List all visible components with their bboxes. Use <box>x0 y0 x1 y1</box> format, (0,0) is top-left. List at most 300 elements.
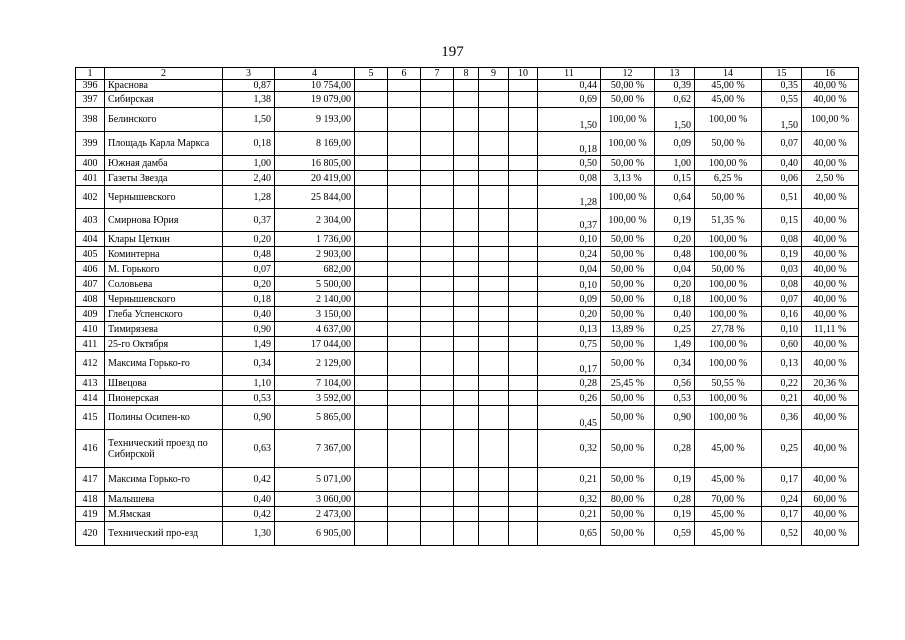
length-value: 0,42 <box>223 468 275 492</box>
street-name: Чернышевского <box>105 292 223 307</box>
empty-cell-col9 <box>479 262 509 277</box>
col15-value: 0,07 <box>762 132 802 156</box>
empty-cell-col7 <box>421 277 454 292</box>
row-number: 416 <box>76 430 105 468</box>
empty-cell-col7 <box>421 337 454 352</box>
empty-cell-col5 <box>355 352 388 376</box>
area-value: 10 754,00 <box>275 80 355 92</box>
table-row <box>76 186 859 209</box>
empty-cell-col6 <box>388 247 421 262</box>
area-value: 6 905,00 <box>275 522 355 546</box>
row-number: 407 <box>76 277 105 292</box>
area-value: 5 500,00 <box>275 277 355 292</box>
col11-value: 0,10 <box>538 277 601 292</box>
row-number: 406 <box>76 262 105 277</box>
empty-cell-col6 <box>388 171 421 186</box>
column-header-12: 12 <box>601 68 655 80</box>
empty-cell-col9 <box>479 156 509 171</box>
length-value: 0,87 <box>223 80 275 92</box>
col16-value: 40,00 % <box>802 352 859 376</box>
col11-value: 0,65 <box>538 522 601 546</box>
row-number: 417 <box>76 468 105 492</box>
street-name: Площадь Карла Маркса <box>105 132 223 156</box>
col11-value: 0,17 <box>538 352 601 376</box>
street-name: Южная дамба <box>105 156 223 171</box>
col11-value: 0,21 <box>538 507 601 522</box>
col15-value: 0,19 <box>762 247 802 262</box>
empty-cell-col9 <box>479 132 509 156</box>
col16-value: 40,00 % <box>802 430 859 468</box>
table-row <box>76 492 859 507</box>
empty-cell-col6 <box>388 352 421 376</box>
empty-cell-col5 <box>355 492 388 507</box>
col12-value: 50,00 % <box>601 430 655 468</box>
table-row <box>76 277 859 292</box>
empty-cell-col6 <box>388 376 421 391</box>
col14-value: 100,00 % <box>695 108 762 132</box>
street-name: М. Горького <box>105 262 223 277</box>
empty-cell-col8 <box>454 522 479 546</box>
empty-cell-col10 <box>509 108 538 132</box>
street-name: Чернышевского <box>105 186 223 209</box>
col14-value: 100,00 % <box>695 232 762 247</box>
area-value: 4 637,00 <box>275 322 355 337</box>
col14-value: 100,00 % <box>695 391 762 406</box>
empty-cell-col9 <box>479 186 509 209</box>
col13-value: 0,53 <box>655 391 695 406</box>
area-value: 8 169,00 <box>275 132 355 156</box>
col14-value: 45,00 % <box>695 80 762 92</box>
col14-value: 100,00 % <box>695 307 762 322</box>
street-name: 25-го Октября <box>105 337 223 352</box>
empty-cell-col9 <box>479 507 509 522</box>
col15-value: 0,52 <box>762 522 802 546</box>
empty-cell-col5 <box>355 406 388 430</box>
col13-value: 0,62 <box>655 92 695 108</box>
empty-cell-col5 <box>355 209 388 232</box>
col16-value: 40,00 % <box>802 80 859 92</box>
street-name: Максима Горько-го <box>105 468 223 492</box>
empty-cell-col8 <box>454 337 479 352</box>
empty-cell-col8 <box>454 292 479 307</box>
empty-cell-col9 <box>479 307 509 322</box>
table-row <box>76 337 859 352</box>
col16-value: 2,50 % <box>802 171 859 186</box>
col11-value: 0,24 <box>538 247 601 262</box>
col11-value: 1,28 <box>538 186 601 209</box>
empty-cell-col10 <box>509 391 538 406</box>
table-body <box>76 80 859 546</box>
empty-cell-col7 <box>421 232 454 247</box>
area-value: 17 044,00 <box>275 337 355 352</box>
empty-cell-col7 <box>421 156 454 171</box>
col14-value: 45,00 % <box>695 468 762 492</box>
empty-cell-col6 <box>388 186 421 209</box>
col14-value: 50,00 % <box>695 186 762 209</box>
empty-cell-col5 <box>355 468 388 492</box>
empty-cell-col6 <box>388 307 421 322</box>
col11-value: 0,32 <box>538 492 601 507</box>
col15-value: 0,36 <box>762 406 802 430</box>
col11-value: 0,08 <box>538 171 601 186</box>
col12-value: 50,00 % <box>601 391 655 406</box>
empty-cell-col10 <box>509 337 538 352</box>
col12-value: 50,00 % <box>601 232 655 247</box>
empty-cell-col6 <box>388 262 421 277</box>
empty-cell-col7 <box>421 507 454 522</box>
col12-value: 3,13 % <box>601 171 655 186</box>
area-value: 2 140,00 <box>275 292 355 307</box>
col15-value: 0,25 <box>762 430 802 468</box>
col12-value: 50,00 % <box>601 406 655 430</box>
empty-cell-col6 <box>388 391 421 406</box>
street-name: Технический проезд по Сибирской <box>105 430 223 468</box>
empty-cell-col9 <box>479 232 509 247</box>
col11-value: 0,18 <box>538 132 601 156</box>
table-row <box>76 307 859 322</box>
col13-value: 0,19 <box>655 507 695 522</box>
table-row <box>76 171 859 186</box>
area-value: 2 129,00 <box>275 352 355 376</box>
empty-cell-col10 <box>509 92 538 108</box>
column-header-2: 2 <box>105 68 223 80</box>
col13-value: 0,48 <box>655 247 695 262</box>
table-row <box>76 406 859 430</box>
row-number: 415 <box>76 406 105 430</box>
empty-cell-col10 <box>509 322 538 337</box>
empty-cell-col8 <box>454 171 479 186</box>
col12-value: 25,45 % <box>601 376 655 391</box>
col13-value: 0,09 <box>655 132 695 156</box>
row-number: 414 <box>76 391 105 406</box>
col15-value: 0,35 <box>762 80 802 92</box>
col13-value: 0,28 <box>655 492 695 507</box>
empty-cell-col8 <box>454 322 479 337</box>
row-number: 396 <box>76 80 105 92</box>
empty-cell-col10 <box>509 132 538 156</box>
length-value: 0,40 <box>223 307 275 322</box>
empty-cell-col6 <box>388 132 421 156</box>
length-value: 1,28 <box>223 186 275 209</box>
column-header-6: 6 <box>388 68 421 80</box>
empty-cell-col6 <box>388 80 421 92</box>
col14-value: 100,00 % <box>695 277 762 292</box>
column-header-14: 14 <box>695 68 762 80</box>
empty-cell-col5 <box>355 430 388 468</box>
col16-value: 40,00 % <box>802 406 859 430</box>
empty-cell-col7 <box>421 391 454 406</box>
column-header-5: 5 <box>355 68 388 80</box>
empty-cell-col9 <box>479 468 509 492</box>
col12-value: 50,00 % <box>601 277 655 292</box>
empty-cell-col9 <box>479 406 509 430</box>
page-number: 197 <box>441 44 464 60</box>
col11-value: 0,28 <box>538 376 601 391</box>
empty-cell-col8 <box>454 430 479 468</box>
col13-value: 0,64 <box>655 186 695 209</box>
col16-value: 40,00 % <box>802 92 859 108</box>
col16-value: 40,00 % <box>802 262 859 277</box>
empty-cell-col5 <box>355 80 388 92</box>
col12-value: 50,00 % <box>601 80 655 92</box>
area-value: 3 060,00 <box>275 492 355 507</box>
col13-value: 0,90 <box>655 406 695 430</box>
empty-cell-col9 <box>479 92 509 108</box>
empty-cell-col6 <box>388 468 421 492</box>
empty-cell-col5 <box>355 171 388 186</box>
street-name: Газеты Звезда <box>105 171 223 186</box>
col12-value: 50,00 % <box>601 507 655 522</box>
empty-cell-col9 <box>479 337 509 352</box>
col11-value: 0,09 <box>538 292 601 307</box>
col14-value: 45,00 % <box>695 430 762 468</box>
street-name: М.Ямская <box>105 507 223 522</box>
col16-value: 40,00 % <box>802 507 859 522</box>
empty-cell-col10 <box>509 247 538 262</box>
empty-cell-col10 <box>509 522 538 546</box>
col16-value: 40,00 % <box>802 132 859 156</box>
col13-value: 0,20 <box>655 277 695 292</box>
empty-cell-col6 <box>388 277 421 292</box>
empty-cell-col7 <box>421 322 454 337</box>
empty-cell-col10 <box>509 171 538 186</box>
col16-value: 60,00 % <box>802 492 859 507</box>
col15-value: 0,06 <box>762 171 802 186</box>
col12-value: 100,00 % <box>601 132 655 156</box>
empty-cell-col9 <box>479 277 509 292</box>
empty-cell-col8 <box>454 262 479 277</box>
length-value: 0,90 <box>223 322 275 337</box>
empty-cell-col6 <box>388 292 421 307</box>
column-header-4: 4 <box>275 68 355 80</box>
col11-value: 1,50 <box>538 108 601 132</box>
col13-value: 0,20 <box>655 232 695 247</box>
col13-value: 1,50 <box>655 108 695 132</box>
length-value: 0,07 <box>223 262 275 277</box>
area-value: 16 805,00 <box>275 156 355 171</box>
empty-cell-col6 <box>388 209 421 232</box>
col15-value: 0,55 <box>762 92 802 108</box>
street-name: Тимирязева <box>105 322 223 337</box>
empty-cell-col8 <box>454 391 479 406</box>
empty-cell-col8 <box>454 376 479 391</box>
length-value: 0,53 <box>223 391 275 406</box>
length-value: 0,40 <box>223 492 275 507</box>
col13-value: 0,19 <box>655 209 695 232</box>
col15-value: 0,07 <box>762 292 802 307</box>
empty-cell-col8 <box>454 132 479 156</box>
length-value: 0,34 <box>223 352 275 376</box>
area-value: 2 473,00 <box>275 507 355 522</box>
column-header-9: 9 <box>479 68 509 80</box>
length-value: 1,00 <box>223 156 275 171</box>
empty-cell-col5 <box>355 337 388 352</box>
empty-cell-col6 <box>388 156 421 171</box>
col16-value: 40,00 % <box>802 247 859 262</box>
empty-cell-col7 <box>421 352 454 376</box>
col12-value: 100,00 % <box>601 186 655 209</box>
empty-cell-col5 <box>355 391 388 406</box>
empty-cell-col9 <box>479 80 509 92</box>
col16-value: 40,00 % <box>802 186 859 209</box>
street-name: Пионерская <box>105 391 223 406</box>
empty-cell-col6 <box>388 522 421 546</box>
area-value: 2 903,00 <box>275 247 355 262</box>
empty-cell-col10 <box>509 209 538 232</box>
empty-cell-col10 <box>509 507 538 522</box>
column-header-7: 7 <box>421 68 454 80</box>
col15-value: 0,60 <box>762 337 802 352</box>
col13-value: 0,34 <box>655 352 695 376</box>
column-header-10: 10 <box>509 68 538 80</box>
col14-value: 51,35 % <box>695 209 762 232</box>
column-header-1: 1 <box>76 68 105 80</box>
col16-value: 11,11 % <box>802 322 859 337</box>
col12-value: 80,00 % <box>601 492 655 507</box>
col13-value: 1,00 <box>655 156 695 171</box>
col12-value: 100,00 % <box>601 108 655 132</box>
empty-cell-col9 <box>479 522 509 546</box>
table-row <box>76 292 859 307</box>
empty-cell-col5 <box>355 232 388 247</box>
area-value: 9 193,00 <box>275 108 355 132</box>
col13-value: 0,39 <box>655 80 695 92</box>
row-number: 397 <box>76 92 105 108</box>
col14-value: 70,00 % <box>695 492 762 507</box>
row-number: 419 <box>76 507 105 522</box>
street-name: Соловьева <box>105 277 223 292</box>
col13-value: 1,49 <box>655 337 695 352</box>
table-row <box>76 322 859 337</box>
empty-cell-col7 <box>421 307 454 322</box>
empty-cell-col8 <box>454 92 479 108</box>
col15-value: 0,10 <box>762 322 802 337</box>
length-value: 0,63 <box>223 430 275 468</box>
empty-cell-col5 <box>355 322 388 337</box>
table-row <box>76 391 859 406</box>
col14-value: 100,00 % <box>695 352 762 376</box>
col16-value: 40,00 % <box>802 391 859 406</box>
length-value: 0,18 <box>223 292 275 307</box>
street-name: Глеба Успенского <box>105 307 223 322</box>
empty-cell-col9 <box>479 391 509 406</box>
col15-value: 1,50 <box>762 108 802 132</box>
length-value: 1,49 <box>223 337 275 352</box>
empty-cell-col7 <box>421 376 454 391</box>
empty-cell-col10 <box>509 186 538 209</box>
row-number: 409 <box>76 307 105 322</box>
row-number: 400 <box>76 156 105 171</box>
col11-value: 0,50 <box>538 156 601 171</box>
row-number: 398 <box>76 108 105 132</box>
area-value: 2 304,00 <box>275 209 355 232</box>
empty-cell-col5 <box>355 156 388 171</box>
empty-cell-col9 <box>479 171 509 186</box>
empty-cell-col5 <box>355 522 388 546</box>
col14-value: 50,00 % <box>695 132 762 156</box>
col11-value: 0,21 <box>538 468 601 492</box>
area-value: 25 844,00 <box>275 186 355 209</box>
empty-cell-col10 <box>509 262 538 277</box>
table-row <box>76 232 859 247</box>
col12-value: 50,00 % <box>601 156 655 171</box>
col14-value: 27,78 % <box>695 322 762 337</box>
empty-cell-col10 <box>509 277 538 292</box>
col14-value: 45,00 % <box>695 522 762 546</box>
col14-value: 100,00 % <box>695 292 762 307</box>
area-value: 3 592,00 <box>275 391 355 406</box>
empty-cell-col8 <box>454 507 479 522</box>
col16-value: 100,00 % <box>802 108 859 132</box>
empty-cell-col9 <box>479 322 509 337</box>
table-row <box>76 468 859 492</box>
table-row <box>76 132 859 156</box>
col13-value: 0,15 <box>655 171 695 186</box>
col15-value: 0,03 <box>762 262 802 277</box>
length-value: 0,18 <box>223 132 275 156</box>
col14-value: 100,00 % <box>695 247 762 262</box>
col13-value: 0,28 <box>655 430 695 468</box>
column-header-3: 3 <box>223 68 275 80</box>
empty-cell-col8 <box>454 352 479 376</box>
table-row <box>76 92 859 108</box>
empty-cell-col5 <box>355 92 388 108</box>
empty-cell-col7 <box>421 209 454 232</box>
col16-value: 40,00 % <box>802 232 859 247</box>
empty-cell-col6 <box>388 337 421 352</box>
col15-value: 0,17 <box>762 507 802 522</box>
col15-value: 0,13 <box>762 352 802 376</box>
empty-cell-col7 <box>421 247 454 262</box>
empty-cell-col8 <box>454 232 479 247</box>
length-value: 0,90 <box>223 406 275 430</box>
col11-value: 0,26 <box>538 391 601 406</box>
col13-value: 0,25 <box>655 322 695 337</box>
col14-value: 100,00 % <box>695 406 762 430</box>
empty-cell-col10 <box>509 352 538 376</box>
col16-value: 40,00 % <box>802 307 859 322</box>
col13-value: 0,18 <box>655 292 695 307</box>
row-number: 412 <box>76 352 105 376</box>
empty-cell-col8 <box>454 468 479 492</box>
row-number: 401 <box>76 171 105 186</box>
empty-cell-col7 <box>421 262 454 277</box>
col16-value: 40,00 % <box>802 522 859 546</box>
col12-value: 50,00 % <box>601 468 655 492</box>
area-value: 5 071,00 <box>275 468 355 492</box>
empty-cell-col5 <box>355 507 388 522</box>
table-row <box>76 352 859 376</box>
col11-value: 0,37 <box>538 209 601 232</box>
empty-cell-col8 <box>454 406 479 430</box>
col15-value: 0,15 <box>762 209 802 232</box>
length-value: 2,40 <box>223 171 275 186</box>
col14-value: 100,00 % <box>695 156 762 171</box>
length-value: 1,30 <box>223 522 275 546</box>
col15-value: 0,22 <box>762 376 802 391</box>
row-number: 410 <box>76 322 105 337</box>
table-row <box>76 80 859 92</box>
empty-cell-col9 <box>479 247 509 262</box>
col15-value: 0,08 <box>762 277 802 292</box>
col15-value: 0,51 <box>762 186 802 209</box>
table-row <box>76 507 859 522</box>
col11-value: 0,20 <box>538 307 601 322</box>
col14-value: 100,00 % <box>695 337 762 352</box>
empty-cell-col9 <box>479 430 509 468</box>
empty-cell-col6 <box>388 322 421 337</box>
table-row <box>76 156 859 171</box>
